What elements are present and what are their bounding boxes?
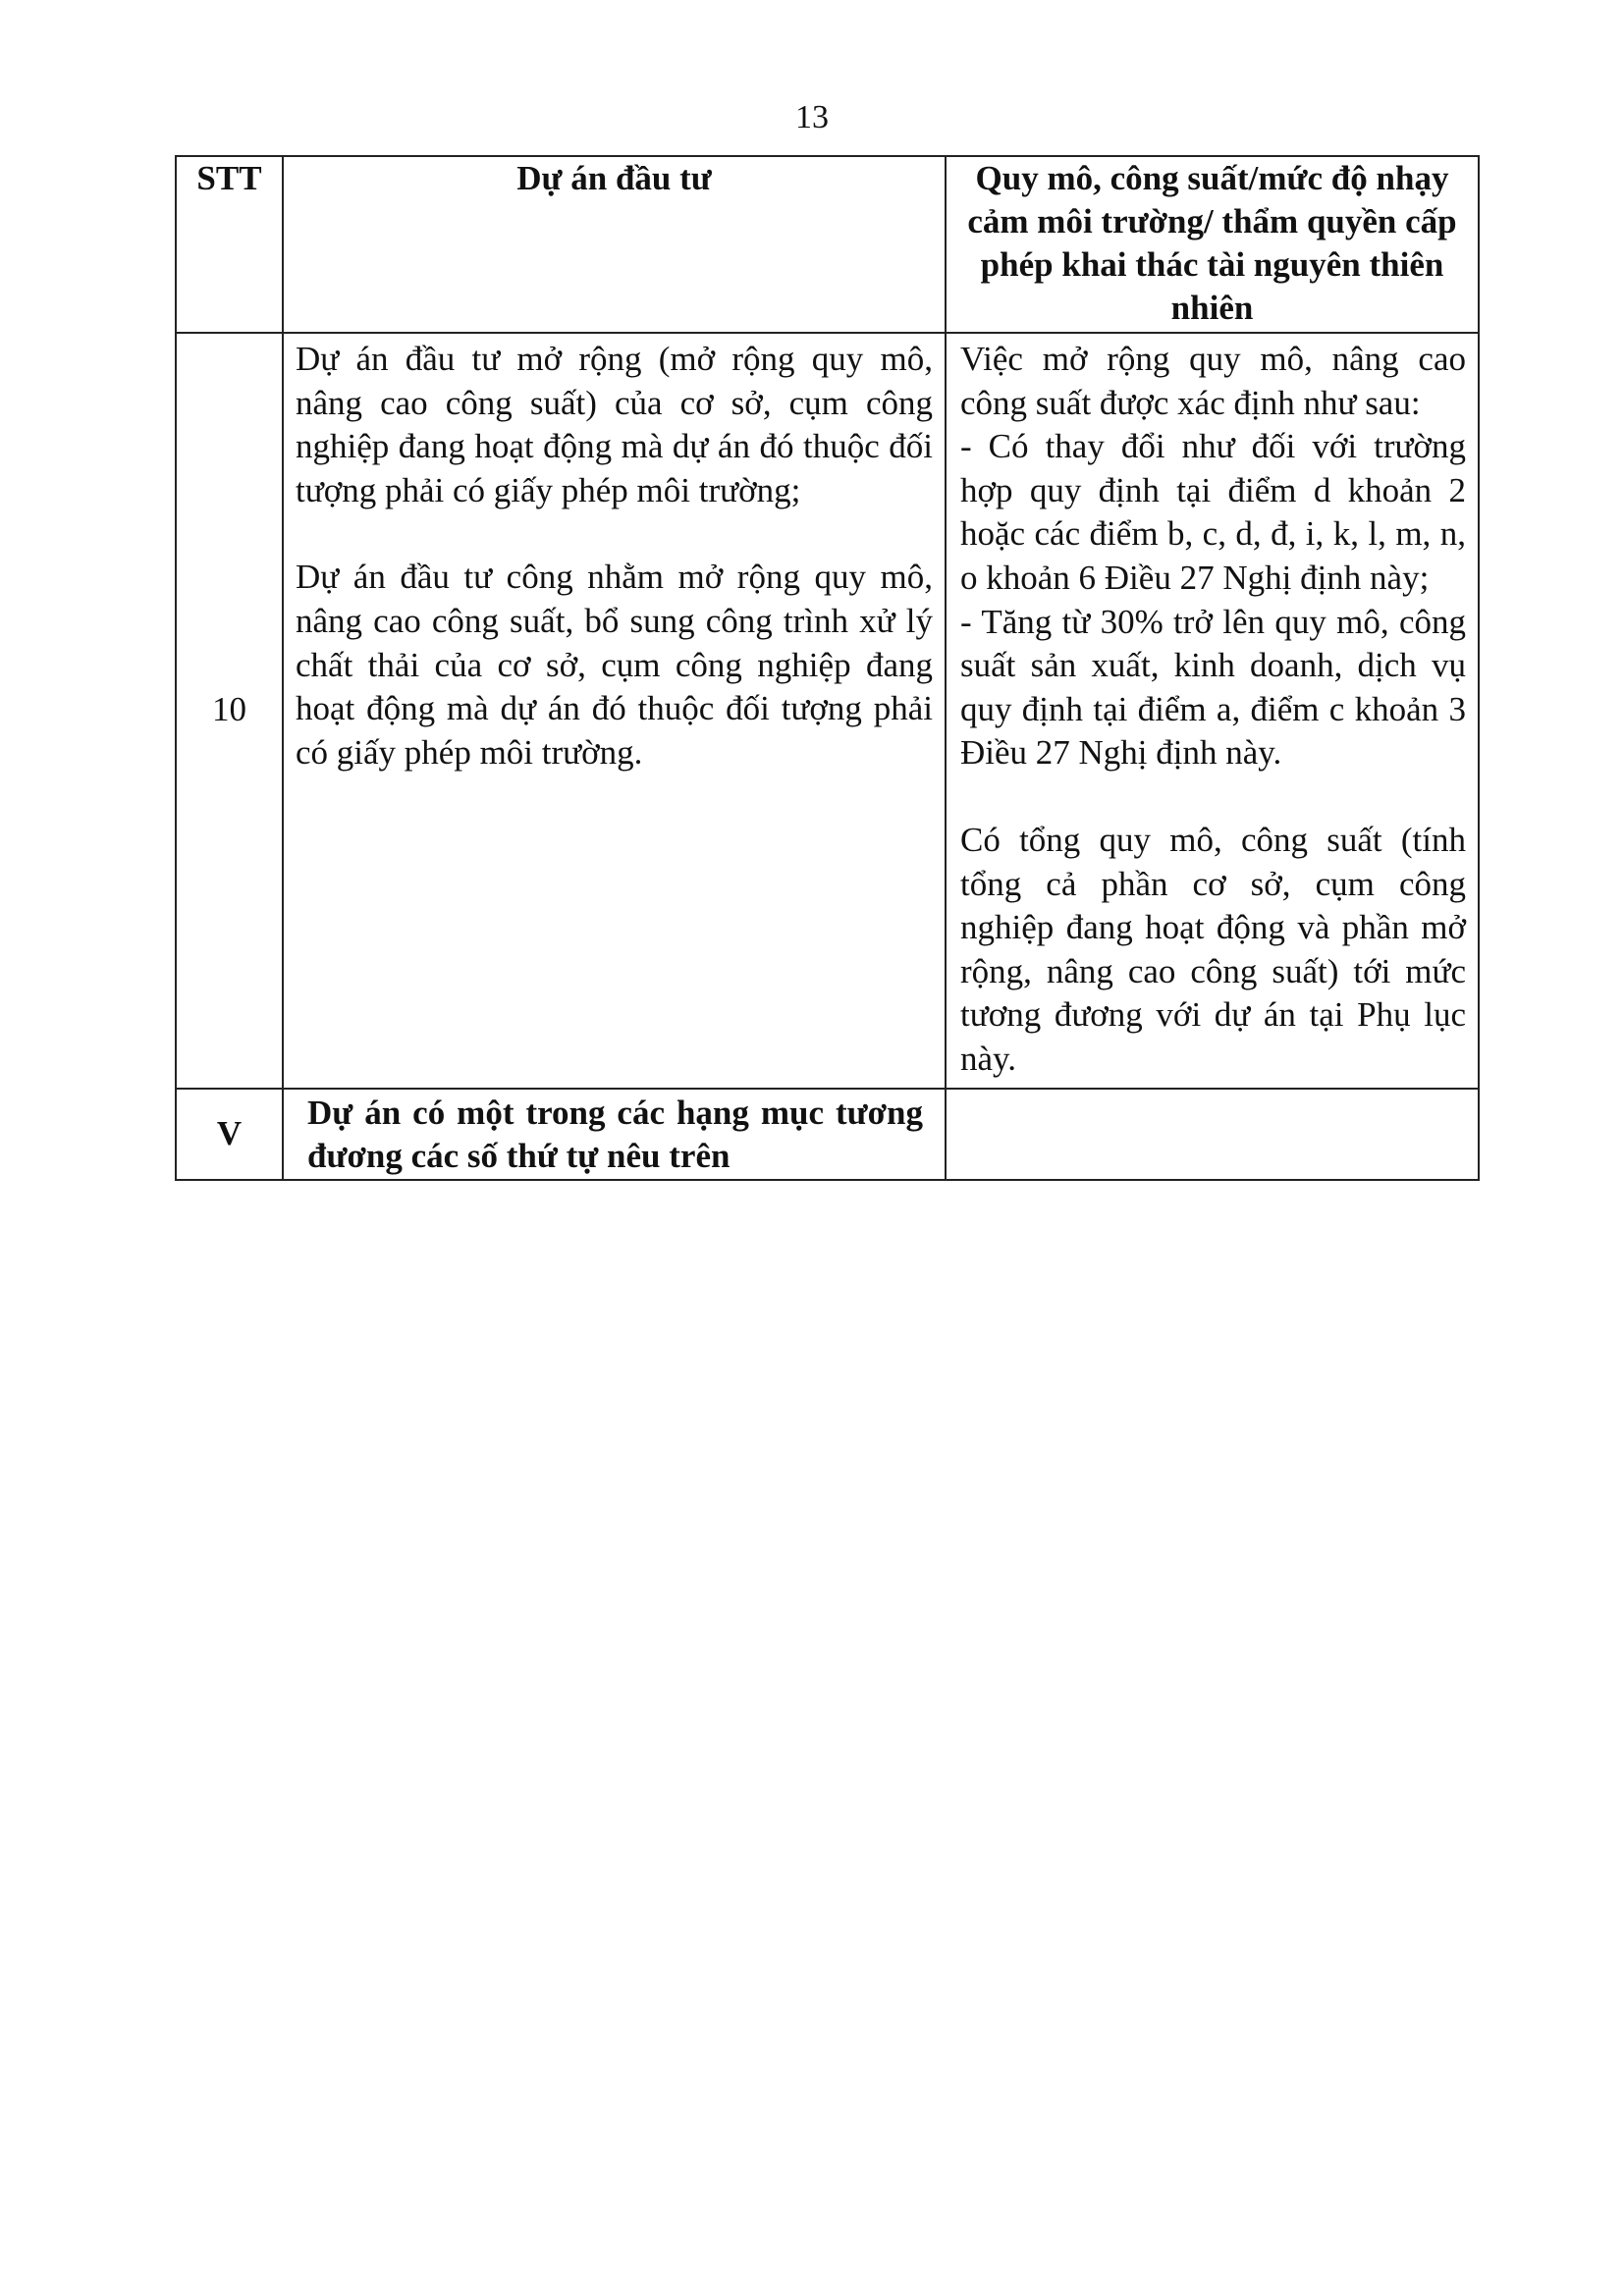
- header-stt: STT: [176, 156, 283, 333]
- row-project-cell: [283, 333, 946, 1089]
- criteria-line: Có tổng quy mô, công suất (tính tổng cả phần cơ sở, cụm công nghiệp đang hoạt động và phần mở rộng, nâng cao công suất) tới mức tương đương với dự án tại Phụ lục này.: [960, 820, 1466, 1078]
- row-criteria-cell: [946, 1089, 1479, 1180]
- table-row: [176, 333, 1479, 1089]
- project-classification-table: [175, 155, 1480, 1181]
- row-criteria-cell: [946, 333, 1479, 1089]
- criteria-line: - Tăng từ 30% trở lên quy mô, công suất sản xuất, kinh doanh, dịch vụ quy định tại điểm a, điểm c khoản 3 Điều 27 Nghị định này.: [960, 602, 1466, 773]
- page-number: 13: [795, 99, 829, 135]
- header-project: Dự án đầu tư: [283, 156, 946, 333]
- table-header-row: [176, 156, 1479, 333]
- row-project-cell: Dự án có một trong các hạng mục tương đương các số thứ tự nêu trên: [283, 1089, 946, 1180]
- criteria-line: - Có thay đổi như đối với trường hợp quy định tại điểm d khoản 2 hoặc các điểm b, c, d, đ, i, k, l, m, n, o khoản 6 Điều 27 Nghị định này;: [960, 427, 1466, 597]
- row-stt: 10: [176, 333, 283, 1089]
- table-row: [176, 1089, 1479, 1180]
- row-stt: V: [176, 1089, 283, 1180]
- project-paragraph: Dự án đầu tư công nhằm mở rộng quy mô, nâng cao công suất, bổ sung công trình xử lý chất thải của cơ sở, cụm công nghiệp đang hoạt động mà dự án đó thuộc đối tượng phải có giấy phép môi trường.: [296, 558, 933, 772]
- header-criteria: Quy mô, công suất/mức độ nhạy cảm môi trường/ thẩm quyền cấp phép khai thác tài nguyên thiên nhiên: [946, 156, 1479, 333]
- criteria-line: Việc mở rộng quy mô, nâng cao công suất được xác định như sau:: [960, 340, 1466, 422]
- project-paragraph: Dự án đầu tư mở rộng (mở rộng quy mô, nâng cao công suất) của cơ sở, cụm công nghiệp đang hoạt động mà dự án đó thuộc đối tượng phải có giấy phép môi trường;: [296, 340, 933, 509]
